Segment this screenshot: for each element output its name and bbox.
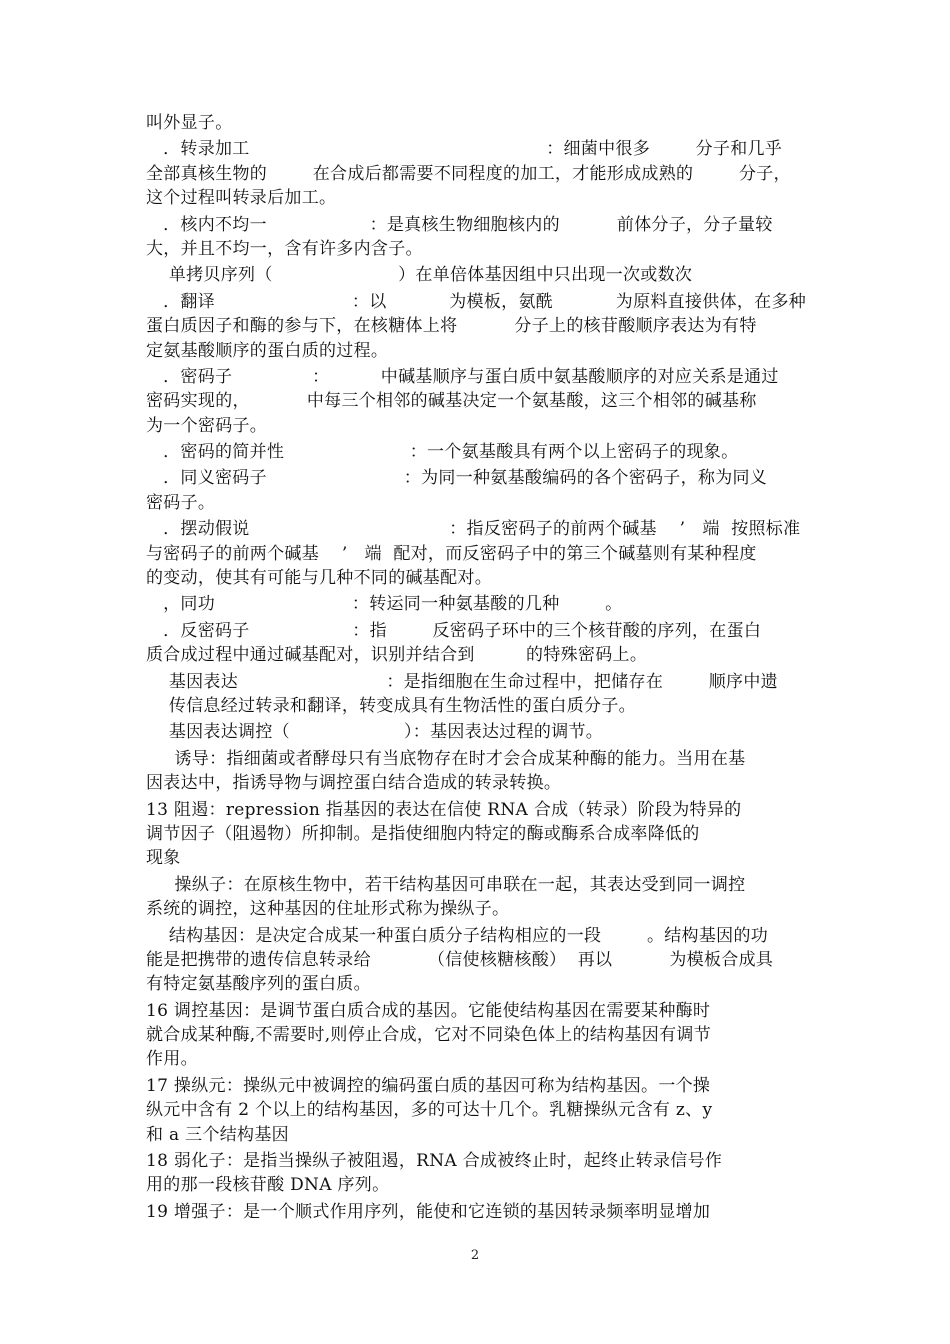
text-line: 因表达中，指诱导物与调控蛋白结合造成的转录转换。 bbox=[146, 773, 562, 794]
text-line: 的变动，使其有可能与几种不同的碱基配对。 bbox=[146, 568, 492, 589]
text-line: ．密码的简并性 ：一个氨基酸具有两个以上密码子的现象。 bbox=[146, 442, 739, 463]
text-line: 用的那一段核苷酸 DNA 序列。 bbox=[146, 1175, 390, 1196]
text-line: 定氨基酸顺序的蛋白质的过程。 bbox=[146, 340, 389, 361]
text-line: 现象 bbox=[146, 848, 181, 869]
text-line: 基因表达调控（ ）：基因表达过程的调节。 bbox=[146, 722, 604, 743]
text-line: 16 调控基因：是调节蛋白质合成的基因。它能使结构基因在需要某种酶时 bbox=[146, 1000, 711, 1021]
document-body bbox=[146, 111, 811, 1224]
text-line: ．反密码子 ：指 反密码子环中的三个核苷酸的序列，在蛋白 bbox=[146, 620, 762, 641]
text-line: 密码子。 bbox=[146, 492, 216, 513]
text-line: 就合成某种酶,不需要时,则停止合成，它对不同染色体上的结构基因有调节 bbox=[146, 1025, 712, 1046]
text-line: 传信息经过转录和翻译，转变成具有生物活性的蛋白质分子。 bbox=[146, 695, 636, 716]
text-line: ．摆动假说 ：指反密码子的前两个碱基 ’ 端 按照标准 bbox=[146, 519, 801, 540]
text-line: 大，并且不均一，含有许多内含子。 bbox=[146, 238, 423, 259]
text-line: 蛋白质因子和酶的参与下，在核糖体上将 分子上的核苷酸顺序表达为有特 bbox=[146, 316, 757, 337]
text-line: 全部真核生物的 在合成后都需要不同程度的加工，才能形成成熟的 分子， bbox=[146, 163, 791, 184]
text-line: ．同义密码子 ：为同一种氨基酸编码的各个密码子，称为同义 bbox=[146, 468, 768, 489]
text-line: 有特定氨基酸序列的蛋白质。 bbox=[146, 974, 371, 995]
text-line: 和 a 三个结构基因 bbox=[146, 1124, 289, 1145]
page-number: 2 bbox=[470, 1248, 480, 1263]
text-line: 密码实现的， 中每三个相邻的碱基决定一个氨基酸，这三个相邻的碱基称 bbox=[146, 391, 757, 412]
text-line: 纵元中含有 2 个以上的结构基因，多的可达十几个。乳糖操纵元含有 z、y bbox=[146, 1100, 713, 1121]
text-line: 质合成过程中通过碱基配对，识别并结合到 的特殊密码上。 bbox=[146, 645, 648, 666]
text-line: 18 弱化子：是指当操纵子被阻遏，RNA 合成被终止时，起终止转录信号作 bbox=[146, 1151, 723, 1172]
text-line: 调节因子（阻遏物）所抑制。是指使细胞内特定的酶或酶系合成率降低的 bbox=[146, 823, 700, 844]
text-line: 13 阻遏：repression 指基因的表达在信使 RNA 合成（转录）阶段为特异的 bbox=[146, 799, 742, 820]
text-line: 操纵子：在原核生物中，若干结构基因可串联在一起，其表达受到同一调控 bbox=[146, 874, 746, 895]
text-line: 能是把携带的遗传信息转录给 （信使核糖核酸） 再以 为模板合成具 bbox=[146, 949, 774, 970]
text-line: 基因表达 ：是指细胞在生命过程中，把储存在 顺序中遗 bbox=[146, 671, 778, 692]
text-line: 17 操纵元：操纵元中被调控的编码蛋白质的基因可称为结构基因。一个操 bbox=[146, 1075, 711, 1096]
text-line: ，同功 ：转运同一种氨基酸的几种 。 bbox=[146, 594, 623, 615]
text-line: 作用。 bbox=[146, 1049, 198, 1070]
text-line: 叫外显子。 bbox=[146, 113, 233, 133]
text-line: 与密码子的前两个碱基 ’ 端 配对，而反密码子中的第三个碱墓则有某种程度 bbox=[146, 543, 757, 564]
text-line: 这个过程叫转录后加工。 bbox=[146, 188, 337, 209]
text-line: ．转录加工 ：细菌中很多 分子和几乎 bbox=[146, 139, 783, 160]
text-line: 19 增强子：是一个顺式作用序列，能使和它连锁的基因转录频率明显增加 bbox=[146, 1201, 711, 1222]
text-line: 单拷贝序列（ ）在单倍体基因组中只出现一次或数次 bbox=[146, 265, 693, 286]
text-line: 为一个密码子。 bbox=[146, 415, 268, 436]
text-line: 诱导：指细菌或者酵母只有当底物存在时才会合成某种酶的能力。当用在基 bbox=[146, 748, 746, 769]
text-line: 系统的调控，这种基因的住址形式称为操纵子。 bbox=[146, 899, 510, 920]
text-line: ．密码子 ： 中碱基顺序与蛋白质中氨基酸顺序的对应关系是通过 bbox=[146, 366, 779, 387]
text-line: 结构基因：是决定合成某一种蛋白质分子结构相应的一段 。结构基因的功 bbox=[146, 925, 769, 946]
text-line: ．核内不均一 ：是真核生物细胞核内的 前体分子，分子量较 bbox=[146, 214, 773, 235]
text-line: ．翻译 ：以 为模板，氨酰 为原料直接供体，在多种 bbox=[146, 291, 807, 312]
